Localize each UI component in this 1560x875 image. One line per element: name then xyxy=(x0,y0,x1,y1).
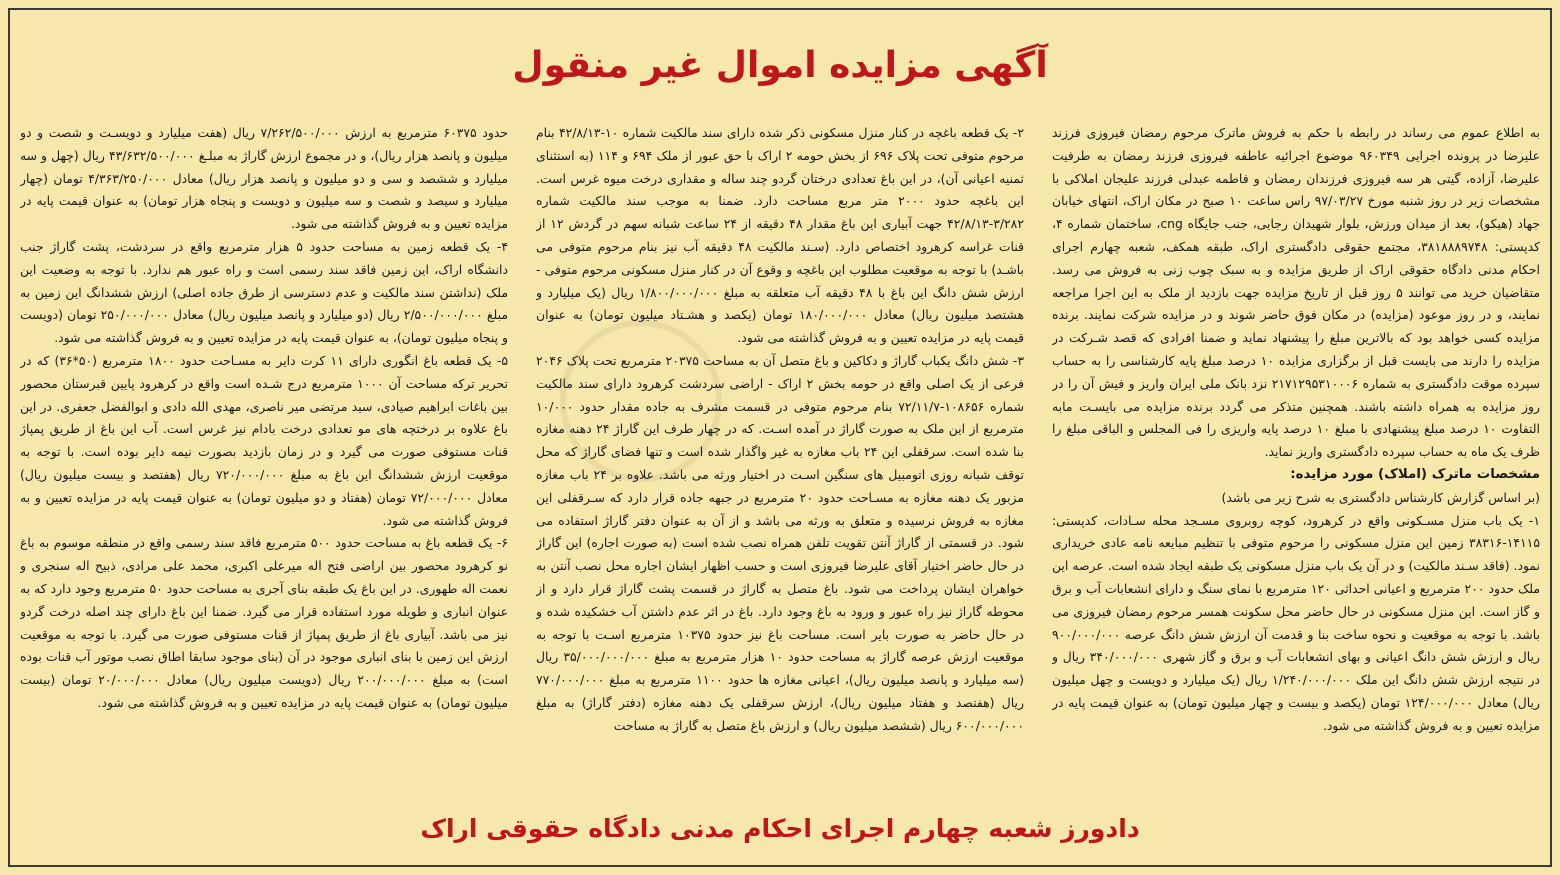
column-middle xyxy=(536,122,1024,784)
property-item-3: ۳- شش دانگ یکباب گاراژ و دکاکین و باغ متصل آن به مساحت ۲۰۳۷۵ مترمربع تحت پلاک ۲۰۴۶ فرعی از یک اصلی واقع در حومه بخش ۲ اراک - اراضی سردشت کرهرود دارای سند مالکیت شماره ۱۰۸۶۵۶-۷۲/۱۱/۷ بنام مرحوم متوفی در قسمت مشرف به جاده مقدار حدود ۱۰/۰۰۰ مترمربع از این ملک به صورت گاراژ در آمده اسـت. که در چهار طرف این گاراژ ۲۴ دهنه مغازه بنا شده است. سرقفلی این ۲۴ باب مغازه به غیر واگذار شده است و تنها فضای گاراژ که محل توقف شبانه روزی اتومبیل های سنگین اسـت در اختیار ورثه می باشد. علاوه بر ۲۴ باب مغازه مزبور یک دهنه مغازه به مسـاحت حدود ۲۰ مترمربع در جبهه جاده قرار دارد که سـرقفلی این مغازه به فروش نرسیده و متعلق به ورثه می باشد و از آن به عنوان دفتر گاراژ استفاده می شود. در قسمتی از گاراژ آنتن تقویت تلفن همراه نصب شده است (به صورت اجاره) این گاراژ در حال حاضر اختیار آقای علیرضا فیروزی است و حسب اظهار ایشان اجاره محل نصب آنتن به خواهران ایشان پرداخت می شود. باغ متصل به گاراژ در قسمت پشت گاراژ قرار دارد و از محوطه گاراژ نیز راه عبور و ورود به باغ وجود دارد. باغ در اثر عدم داشتن آب خشکیده شده و در حال حاضر به صورت بایر است. مساحت باغ نیز حدود ۱۰۳۷۵ مترمربع اسـت با توجه به موقعیت ارزش عرصه گاراژ به مساحت حدود ۱۰ هزار مترمربع به مبلغ ۳۵/۰۰۰/۰۰۰/۰۰۰ ریال (سه میلیارد و پانصد میلیون ریال)، اعیانی مغازه ها حدود ۱۱۰۰ مترمربع به مبلغ ۷۷۰/۰۰۰/۰۰۰ ریال (هفتصد و هفتاد میلیون ریال)، ارزش سرقفلی یک دهنه مغازه (دفتر گاراژ) به مبلغ ۶۰۰/۰۰۰/۰۰۰ ریال (ششصد میلیون ریال) و ارزش باغ متصل به گاراژ به مساحت xyxy=(536,352,1024,733)
property-item-1: ۱- یک باب منزل مسـکونی واقع در کرهرود، کوچه روبروی مسـجد محله سـادات، کدپستی: ۱۴۱۱۵-۳۸۳۱۶ زمین این منزل مسکونی را مرحوم متوفی با تنظیم مبایعه نامه عادی خریداری نمود. (فاقد سـند مالکیت) و در آن یک باب منزل مسکونی یک طبقه ایجاد شده است. عرصه این ملک حدود ۲۰۰ مترمربع و اعیانی احداثی ۱۲۰ مترمربع با نمای سنگ و دارای انشعابات آب و برق و گاز است. این منزل مسکونی در حال حاضر محل سکونت همسر مرحوم رمضان فیروزی می باشد. با توجه به موقعیت و نحوه ساخت بنا و قدمت آن ارزش شش دانگ عرصه ۹۰۰/۰۰۰/۰۰۰ ریال و ارزش شش دانگ اعیانی و بهای انشعابات آب و برق و گاز شهری ۳۴۰/۰۰۰/۰۰۰ ریال و در نتیجه ارزش شش دانگ این ملک ۱/۲۴۰/۰۰۰/۰۰۰ ریال (یک میلیارد و دویست و چهل میلیون ریال) معادل ۱۲۴/۰۰۰/۰۰۰ تومان (یکصد و بیست و چهار میلیون تومان) به عنوان قیمت پایه در مزایده تعیین و به فروش گذاشته می شود. xyxy=(1052,512,1540,733)
property-item-6: ۶- یک قطعه باغ به مساحت حدود ۵۰۰ مترمربع فاقد سند رسمی واقع در منطقه موسوم به باغ نو کرهرود محصور بین اراضی فتح اله میرعلی اکبری، محمد علی مرادی، ذبیح اله سنجری و نعمت اله طهوری. در این باغ یک طبقه بنای آجری به مساحت حدود ۵۰ مترمربع وجود دارد که به عنوان انباری و طویله مورد استفاده قرار می گیرد. ضمنا این باغ دارای چند اصله درخت گردو نیز می باشد. آبیاری باغ از طریق پمپاژ از قنات مستوفی صورت می گیرد. با توجه به موقعیت ارزش این زمین با بنای انباری موجود در آن (بنای موجود سابقا اطاق نصب موتور آب قنات بوده است) به مبلغ ۲۰۰/۰۰۰/۰۰۰ ریال (دویست میلیون ریال) معادل ۲۰/۰۰۰/۰۰۰ تومان (بیست میلیون تومان) به عنوان قیمت پایه در مزایده تعیین و به فروش گذاشته می شود. xyxy=(20,535,508,710)
column-right xyxy=(1052,122,1540,784)
properties-subheading: (بر اساس گزارش کارشناس دادگستری به شرح زیر می باشد) xyxy=(1221,489,1540,505)
property-item-4: ۴- یک قطعه زمین به مساحت حدود ۵ هزار مترمربع واقع در سردشت، پشت گاراژ جنب دانشگاه اراک، این زمین فاقد سند رسمی است و راه عبور هم ندارد. با توجه به وضعیت این ملک (نداشتن سند مالکیت و عدم دسترسی از طرق جاده اصلی) ارزش ششدانگ این زمین به مبلغ ۲/۵۰۰/۰۰۰/۰۰۰ ریال (دو میلیارد و پانصد میلیون ریال) معادل ۲۵۰/۰۰۰/۰۰۰ تومان (دویست و پنجاه میلیون تومان)، به عنوان قیمت پایه در مزایده تعیین و به فروش گذاشته می شود. xyxy=(20,238,508,346)
property-item-2: ۲- یک قطعه باغچه در کنار منزل مسکونی ذکر شده دارای سند مالکیت شماره ۱۰-۴۲/۸/۱۳ بنام مرحوم متوفی تحت پلاک ۶۹۶ از بخش حومه ۲ اراک با حق عبور از ملک ۶۹۴ و ۱۱۴ (به استثنای ثمنیه اعیانی آن)، در این باغ تعدادی درختان گردو چند ساله و مقداری درخت میوه غرس است. این باغچه حدود ۲۰۰۰ متر مربع مساحت دارد. ضمنا به موجب سند مالکیت شماره ۳/۲۸۲-۴۲/۸/۱۳ جهت آبیاری این باغ مقدار ۴۸ دقیقه از ۲۴ ساعت شبانه سهم در گردش ۱۲ از قنات غراسه کرهرود اختصاص دارد. (سـند مالکیت ۴۸ دقیقه آب نیز بنام مرحوم متوفی می باشـد) با توجه به موقعیت مطلوب این باغچه و وقوع آن در کنار منزل مسکونی مرحوم متوفی - ارزش شش دانگ این باغ با ۴۸ دقیقه آب متعلقه به مبلغ ۱/۸۰۰/۰۰۰/۰۰۰ ریال (یک میلیارد و هشتصد میلیون ریال) معادل ۱۸۰/۰۰۰/۰۰۰ تومان (یکصد و هشـتاد میلیون تومان) به عنوان قیمت پایه در مزایده تعیین و به فروش گذاشته می شود. xyxy=(536,125,1024,346)
property-item-3-continued: حدود ۶۰۳۷۵ مترمربع به ارزش ۷/۲۶۲/۵۰۰/۰۰۰ ریال (هفت میلیارد و دویسـت و شصت و دو میلیون و پانصد هزار ریال)، و در مجموع ارزش گاراژ به مبلـغ ۴۳/۶۳۲/۵۰۰/۰۰۰ ریال (چهل و سه میلیارد و ششصد و سی و دو میلیون و پانصد هزار ریال) معادل ۴/۳۶۳/۲۵۰/۰۰۰ تومان (چهار میلیارد و سیصد و شصت و سه میلیون و دویست و پنجاه هزار تومان) به عنوان قیمت پایه در مزایده تعیین و به فروش گذاشته می شود. xyxy=(20,125,508,232)
properties-heading: مشخصات ماترک (املاک) مورد مزایده: xyxy=(1290,466,1540,482)
text-columns xyxy=(20,122,1540,784)
property-item-5: ۵- یک قطعه باغ انگوری دارای ۱۱ کرت دایر به مسـاحت حدود ۱۸۰۰ مترمربع (۵۰*۳۶) که در تحریر ترکه مساحت آن ۱۰۰۰ مترمربع درج شـده است واقع در کرهرود پایین قبرستان محصور بین باغات ابراهیم صیادی، سید مرتضی میر ناصری، مهدی الله دادی و ابوالفضل جعفری. در این باغ علاوه بر درختچه های مو تعدادی درخت بادام نیز غرس است. آب این باغ از طریق پمپاژ قنات مستوفی صورت می گیرد و در زمان بازدید بصورت نیمه دایر بوده است. با توجه به موقعیت ارزش ششدانگ این باغ به مبلغ ۷۲۰/۰۰۰/۰۰۰ ریال (هفتصد و بیست میلیون ریال) معادل ۷۲/۰۰۰/۰۰۰ تومان (هفتاد و دو میلیون تومان) به عنوان قیمت پایه در مزایده تعیین و به فروش گذاشته می شود. xyxy=(20,352,508,528)
column-left xyxy=(20,122,508,784)
notice-title: آگهی مزایده اموال غیر منقول xyxy=(512,45,1048,86)
issuer-signature-line: دادورز شعبه چهارم اجرای احکام مدنی دادگاه حقوقی اراک xyxy=(420,814,1140,843)
intro-paragraph: به اطلاع عموم می رساند در رابطه با حکم به فروش ماترک مرحوم رمضان فیروزی فرزند علیرضا در پرونده اجرایی ۹۶۰۳۴۹ موضوع اجرائیه عاطفه فیروزی فرزند رمضان به طرفیت علیرضا، آزاده، گیتی هر سه فیروزی فرزندان رمضان و فاطمه عبدلی فرزند علیجان املاکی با مشخصات زیر در روز شنبه مورخ ۹۷/۰۳/۲۷ راس ساعت ۱۰ صبح در مکان اراک، انتهای خیابان جهاد (هیکو)، بعد از میدان ورزش، بلوار شهیدان رجایی، جنب جایگاه cng، ساختمان شماره ۴، کدپستی: ۳۸۱۸۸۸۹۷۴۸، مجتمع حقوقی دادگستری اراک، طبقه همکف، شعبه چهارم اجرای احکام مدنی دادگاه حقوقی اراک از طریق مزایده و به سبک چوب زنی به فروش می رسد. متقاضیان خرید می توانند ۵ روز قبل از تاریخ مزایده جهت بازدید از ملک به این اجرا مراجعه نمایند، و در روز موعود (مزایده) در مکان فوق حاضر شوند و در مزایده شرکت نمایند. برنده مزایده کسی خواهد بود که بالاترین مبلغ را پیشنهاد نماید و ضمنا افرادی که قصد شـرکت در مزایده را دارند می بایست قبل از برگزاری مزایده ۱۰ درصد مبلغ پایه کارشناسی را به حساب سپرده موقت دادگستری به شماره ۲۱۷۱۲۹۵۳۱۰۰۰۶ نزد بانک ملی ایران واریز و فیش آن را در روز مزایده به همراه داشته باشند. همچنین متذکر می گردد برنده مزایده می بایسـت مابه التفاوت ۱۰ درصد مبلغ پیشنهادی با مبلغ ۱۰ درصد پایه واریزی را فی المجلس و الباقی مبلغ را ظرف یک ماه به حساب سپرده دادگستری واریز نماید. xyxy=(1052,125,1540,460)
